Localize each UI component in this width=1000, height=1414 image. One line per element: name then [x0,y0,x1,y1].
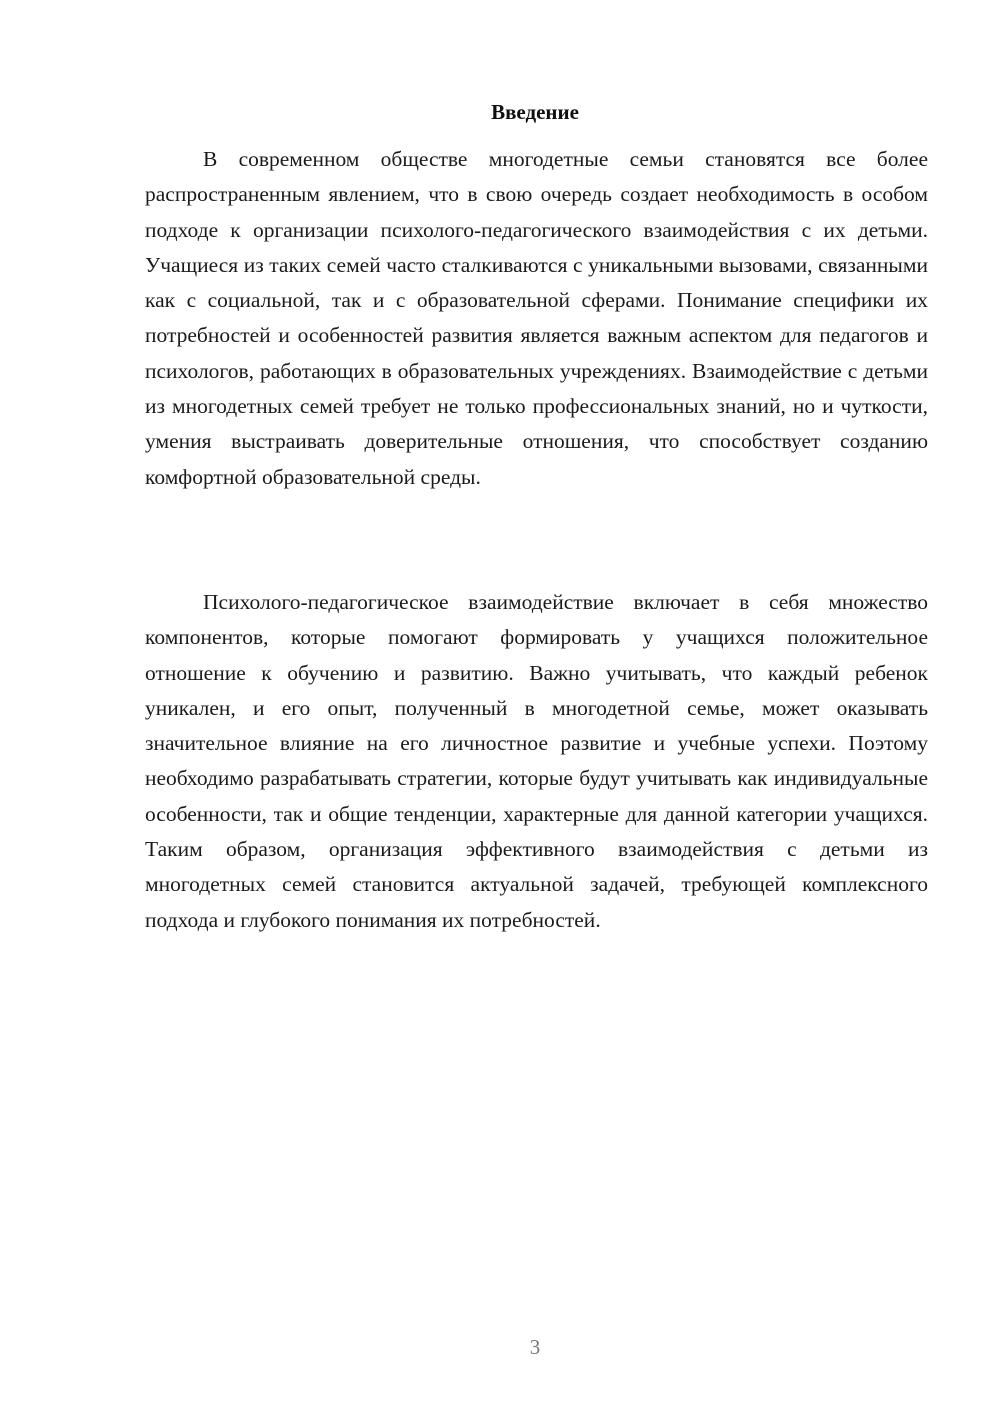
paragraph-2: Психолого-педагогическое взаимодействие включает в себя множество компонентов, которые помогают формировать у учащихся положительное отношение к обучению и развитию. Важно учитывать, что каждый ребенок уникален, и его опыт, полученный в многодетной семье, может оказывать значительное влияние на его личностное развитие и учебные успехи. Поэтому необходимо разрабатывать стратегии, которые будут учитывать как индивидуальные особенности, так и общие тенденции, характерные для данной категории учащихся. Таким образом, организация эффективного взаимодействия с детьми из многодетных семей становится актуальной задачей, требующей комплексного подхода и глубокого понимания их потребностей. [145,590,928,932]
paragraph-1: В современном обществе многодетные семьи становятся все более распространенным явлением, что в свою очередь создает необходимость в особом подходе к организации психолого-педагогического взаимодействия с их детьми. Учащиеся из таких семей часто сталкиваются с уникальными вызовами, связанными как с социальной, так и с образовательной сферами. Понимание специфики их потребностей и особенностей развития является важным аспектом для педагогов и психологов, работающих в образовательных учреждениях. Взаимодействие с детьми из многодетных семей требует не только профессиональных знаний, но и чуткости, умения выстраивать доверительные отношения, что способствует созданию комфортной образовательной среды. [145,147,928,489]
page-number: 3 [529,1335,541,1359]
section-title: Введение [491,100,579,124]
